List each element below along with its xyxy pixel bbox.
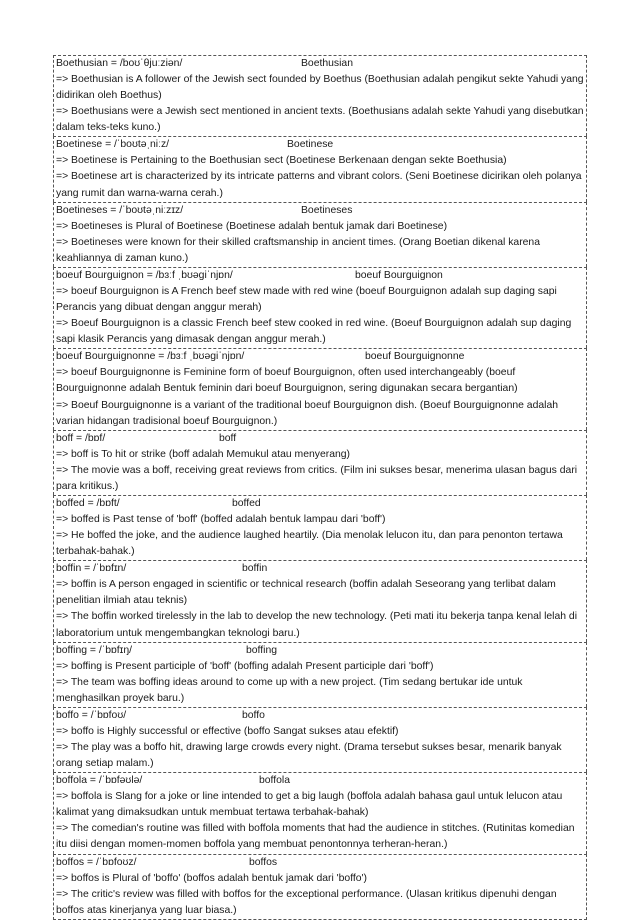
entry-boffin bbox=[53, 560, 587, 641]
entry-headline bbox=[56, 855, 586, 871]
example: => The comedian's routine was filled with boffola moments that had the audience in stitches. (Rutinitas komedian itu diisi dengan momen-momen boffola yang membuat penontonnya terheran-heran.) bbox=[56, 823, 575, 851]
entry-boffed bbox=[53, 495, 587, 560]
entry-headline bbox=[56, 561, 586, 577]
headword: boffing bbox=[246, 644, 278, 656]
definition: => boffola is Slang for a joke or line intended to get a big laugh (boffola adalah bahasa gaul untuk lelucon atau kalimat yang dimaksudkan untuk membuat tertawa terbahak-bahak) bbox=[56, 791, 563, 819]
definition: => boffos is Plural of 'boffo' (boffos adalah bentuk jamak dari 'boffo') bbox=[56, 872, 368, 884]
definition: => boffing is Present participle of 'boff' (boffing adalah Present participle dari 'boff') bbox=[56, 660, 434, 672]
entry-headline bbox=[56, 137, 586, 153]
entry-boeuf-bourguignonne bbox=[53, 348, 587, 429]
entry-headline bbox=[56, 203, 586, 219]
entry-boffing bbox=[53, 642, 587, 707]
example: => Boethusians were a Jewish sect mentioned in ancient texts. (Boethusians adalah sekte Yahudi yang disebutkan dalam teks-teks kuno.) bbox=[56, 106, 584, 134]
definition: => boff is To hit or strike (boff adalah Memukul atau menyerang) bbox=[56, 448, 350, 460]
pronunciation: boffo = /ˈbɒfoʊ/ bbox=[56, 709, 127, 721]
entry-boetineses bbox=[53, 202, 587, 267]
entry-headline bbox=[56, 56, 586, 72]
entry-headline bbox=[56, 431, 586, 447]
example: => The team was boffing ideas around to come up with a new project. (Tim sedang bertukar ide untuk menghasilkan proyek baru.) bbox=[56, 676, 523, 704]
headword: boffin bbox=[242, 563, 268, 575]
pronunciation: boeuf Bourguignon = /bɜːf ˌbʊəgiˈnjɒn/ bbox=[56, 269, 233, 281]
definition: => Boethusian is A follower of the Jewish sect founded by Boethus (Boethusian adalah pengikut sekte Yahudi yang didirikan oleh Boethus) bbox=[56, 74, 584, 102]
entry-headline bbox=[56, 773, 586, 789]
example: => Boetinese art is characterized by its intricate patterns and vibrant colors. (Seni Boetinese dicirikan oleh polanya yang rumit dan warna-warna cerah.) bbox=[56, 171, 582, 199]
headword: boffo bbox=[242, 709, 265, 721]
entry-headline bbox=[56, 708, 586, 724]
pronunciation: Boethusian = /boʊˈθjuːziən/ bbox=[56, 58, 183, 69]
headword: boffola bbox=[259, 775, 291, 787]
pronunciation: boff = /bɒf/ bbox=[56, 432, 106, 444]
example: => The boffin worked tirelessly in the lab to develop the new technology. (Peti mati itu bekerja tanpa kenal lelah di laboratorium untuk mengembangkan teknologi baru.) bbox=[56, 611, 578, 639]
entry-boeuf-bourguignon bbox=[53, 267, 587, 348]
pronunciation: Boetineses = /ˈboʊtəˌniːzɪz/ bbox=[56, 204, 184, 216]
example: => The critic's review was filled with boffos for the exceptional performance. (Ulasan kritikus dipenuhi dengan boffos atas kinerjanya yang luar biasa.) bbox=[56, 888, 557, 916]
headword: boff bbox=[219, 432, 237, 444]
headword: Boetinese bbox=[287, 139, 334, 151]
definition: => boffo is Highly successful or effective (boffo Sangat sukses atau efektif) bbox=[56, 725, 399, 737]
pronunciation: boffin = /ˈbɒfɪn/ bbox=[56, 563, 127, 575]
pronunciation: boffed = /bɒft/ bbox=[56, 497, 120, 509]
headword: Boetineses bbox=[301, 204, 353, 216]
entry-headline bbox=[56, 496, 586, 512]
entry-boffos bbox=[53, 854, 587, 920]
pronunciation: boffing = /ˈbɒfɪŋ/ bbox=[56, 644, 133, 656]
entry-boffola bbox=[53, 772, 587, 853]
headword: boffed bbox=[232, 497, 261, 509]
entry-boff bbox=[53, 430, 587, 495]
definition: => Boetineses is Plural of Boetinese (Boetinese adalah bentuk jamak dari Boetinese) bbox=[56, 220, 448, 232]
example: => Boeuf Bourguignon is a classic French beef stew cooked in red wine. (Boeuf Bourguignon adalah sup daging sapi klasik Perancis yang dimasak dengan anggur merah.) bbox=[56, 318, 572, 346]
entry-headline bbox=[56, 268, 586, 284]
definition: => boeuf Bourguignonne is Feminine form of boeuf Bourguignon, often used interchangeably (boeuf Bourguignonne adalah Bentuk feminin dari boeuf Bourguignon, sering digunakan secara bergantian) bbox=[56, 367, 518, 395]
definition: => Boetinese is Pertaining to the Boethusian sect (Boetinese Berkenaan dengan sekte Boethusia) bbox=[56, 155, 507, 167]
headword: Boethusian bbox=[301, 58, 353, 69]
pronunciation: boeuf Bourguignonne = /bɜːf ˌbʊəgiˈnjɒn/ bbox=[56, 351, 245, 363]
entry-boetinese bbox=[53, 136, 587, 201]
headword: boffos bbox=[249, 856, 278, 868]
pronunciation: boffola = /ˈbɒfəʊlə/ bbox=[56, 775, 143, 787]
definition: => boeuf Bourguignon is A French beef stew made with red wine (boeuf Bourguignon adalah sup daging sapi Perancis yang dibuat dengan anggur merah) bbox=[56, 285, 557, 314]
example: => The movie was a boff, receiving great reviews from critics. (Film ini sukses besar, menerima ulasan bagus dari para kritikus.) bbox=[56, 464, 578, 492]
definition: => boffed is Past tense of 'boff' (boffed adalah bentuk lampau dari 'boff') bbox=[56, 513, 386, 525]
pronunciation: boffos = /ˈbɒfoʊz/ bbox=[56, 856, 137, 868]
headword: boeuf Bourguignon bbox=[355, 269, 443, 281]
entry-boffo bbox=[53, 707, 587, 772]
example: => The play was a boffo hit, drawing large crowds every night. (Drama tersebut sukses besar, menarik banyak orang setiap malam.) bbox=[56, 742, 562, 770]
dictionary-list bbox=[53, 55, 587, 920]
example: => He boffed the joke, and the audience laughed heartily. (Dia menolak lelucon itu, dan para penonton tertawa terbahak-bahak.) bbox=[56, 530, 563, 558]
pronunciation: Boetinese = /ˈboʊtəˌniːz/ bbox=[56, 139, 170, 151]
headword: boeuf Bourguignonne bbox=[365, 351, 465, 363]
entry-headline bbox=[56, 643, 586, 659]
entry-headline bbox=[56, 349, 586, 365]
example: => Boetineses were known for their skilled craftsmanship in ancient times. (Orang Boetian dikenal karena keahliannya di zaman kuno.) bbox=[56, 236, 540, 264]
definition: => boffin is A person engaged in scientific or technical research (boffin adalah Seseorang yang terlibat dalam penelitian ilmiah atau teknis) bbox=[56, 579, 556, 607]
entry-boethusian bbox=[53, 55, 587, 136]
example: => Boeuf Bourguignonne is a variant of the traditional boeuf Bourguignon dish. (Boeuf Bourguignonne adalah varian hidangan tradisional boeuf Bourguignon.) bbox=[56, 399, 559, 427]
